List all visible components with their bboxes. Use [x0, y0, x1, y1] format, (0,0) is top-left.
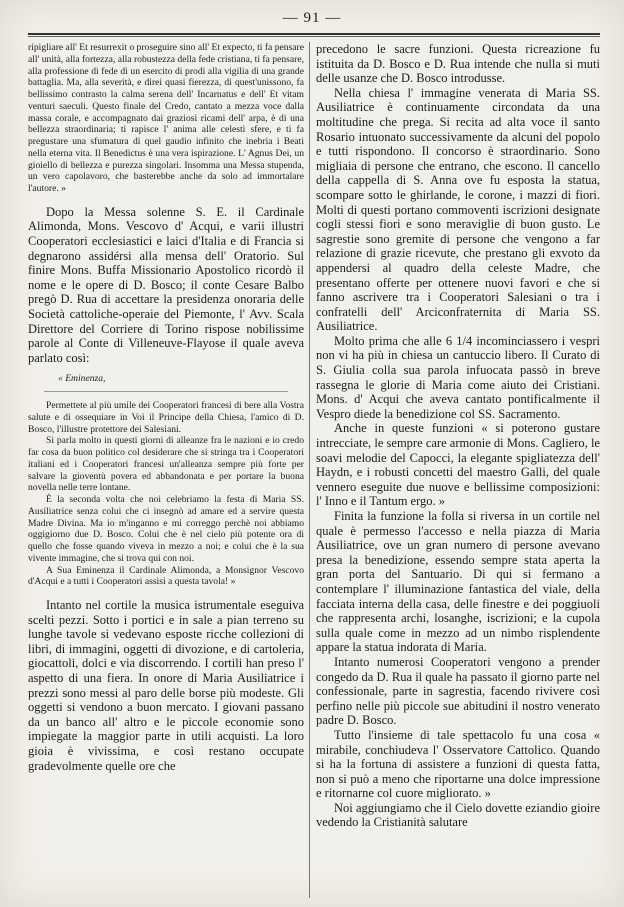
- right-paragraph-2: Nella chiesa l' immagine venerata di Maria SS. Ausiliatrice è continuamente circondata da una moltitudine che prega. Si recita ad alta voce il santo Rosario intuonato successivamente da alcuni del popolo e tutti rispondono. Il concorso è straordinario. Sono migliaia di persone che entrano, che escono. Il cancello della cappella di S. Anna ove fu esposta la statua, scompare sotto le ghirlande, le corone, i mazzi di fiori. Molti di questi portano commoventi iscrizioni designate cogli stessi fiori e sono meraviglie di buon gusto. Le sagrestie sono gremite di persone che vengono a far relazione di grazie ricevute, che prestano gli exvoto da appendersi al quadro della celeste Madre, che presentano offerte per ottenere nuovi favori e che si fanno ascrivere tra i Cooperatori Salesiani o tra i confratelli dell' Arciconfraternita di Maria SS. Ausiliatrice.: [316, 85, 600, 334]
- left-column: [28, 42, 304, 900]
- header-rule-thin: [28, 36, 600, 37]
- right-paragraph-7: Tutto l'insieme di tale spettacolo fu una cosa « mirabile, conchiudeva l' Osservatore Cattolico. Quando si ha la fortuna di assistere a funzioni di questa fatta, non si può a meno che riportarne una dolce impressione e ritornarne col cuore migliorato. »: [316, 727, 600, 801]
- right-paragraph-8: Noi aggiungiamo che il Cielo dovette eziandio gioire vedendo la Cristianità salutare: [316, 800, 600, 830]
- right-paragraph-4: Anche in queste funzioni « si poterono gustare intrecciate, le sempre care armonie di Mons. Cagliero, le soavi melodie del Capocci, la elegante spigliatezza dell' Haydn, e i robusti concetti del maestro Galli, del quale vennero eseguite due nuove e bellissime composizioni: l' Inno e il Tantum ergo. »: [316, 421, 600, 509]
- review-quote-paragraph: ripigliare all' Et resurrexit o proseguire sino all' Et expecto, ti fa pensare all' unità, alla fortezza, alla robustezza della fede cristiana, ti fa pensare, alla professione di fede di un esercito di prodi alla vigilia di una grande battaglia. Ma, alla severità, e direi quasi fierezza, di quest'unissono, fa bellissimo contrasto la calma serena dell' Incarnatus e dell' Et vitam venturi saeculi. Questo finale del Credo, cantato a mezza voce dalla massa corale, e accompagnato dai graziosi ricami dell' arpa, è di una bellezza straordinaria; ti rapisce l' anima alle celesti sfere, e ti fa pregustare una sfumatura di quel gaudio infinito che inebria i Beati nella eterna vita. Il Benedictus è una vera ispirazione. L' Agnus Dei, un gioiello di bellezza e purezza singolari. Insomma una Messa stupenda, un vero capolavoro, che basterebbe anche da solo ad immortalare l'autore. »: [28, 42, 304, 194]
- banquet-paragraph: Dopo la Messa solenne S. E. il Cardinale Alimonda, Mons. Vescovo d' Acqui, e varii illustri Cooperatori ecclesiastici e laici d'Italia e di Francia si degnarono assidérsi alla mensa dell' Oratorio. Sul finire Mons. Buffa Missionario Apostolico ricordò il nome e le opere di D. Bosco; il conte Cesare Balbo pregò D. Rua di accettare la presidenza onoraria delle Società cattoliche-operaie del Piemonte, l' Avv. Scala Direttore del Corriere di Torino rispose nobilissime parole al Conte di Villeneuve-Flayose il quale aveva parlato così:: [28, 204, 304, 365]
- address-paragraph-4: A Sua Eminenza il Cardinale Alimonda, a Monsignor Vescovo d'Acqui e a tutti i Cooperatori assisi a questa tavola! »: [28, 564, 304, 588]
- greeting-rule: [44, 391, 288, 392]
- address-paragraph-1: Permettete al più umile dei Cooperatori francesi di bere alla Vostra salute e di ossequiare in Voi il Principe della Chiesa, l'amico di D. Bosco, l'illustre protettore dei Salesiani.: [28, 400, 304, 435]
- header-rule: [28, 33, 600, 35]
- address-greeting: « Eminenza,: [58, 373, 106, 385]
- address-paragraph-3: È la seconda volta che noi celebriamo la festa di Maria SS. Ausiliatrice senza colui che ci insegnò ad amare ed a servire questa Madre Divina. Ma io m'inganno e mi correggo perchè noi abbiamo oggigiorno due D. Bosco. Colui che è nel cielo più potente ora di quello che fosse quando viveva in mezzo a noi; e colui che è la sua vivente immagine, che si trova qui con noi.: [28, 494, 304, 564]
- page-number: — 91 —: [282, 10, 342, 26]
- column-divider: [309, 42, 310, 898]
- right-paragraph-6: Intanto numerosi Cooperatori vengono a prender congedo da D. Rua il quale ha passato il giorno parte nel confessionale, parte in sagrestia, facendo rivivere così perfino nelle più piccole sue abitudini il nostro venerato padre D. Bosco.: [316, 654, 600, 728]
- right-paragraph-5: Finita la funzione la folla si riversa in un cortile nel quale è permesso l'accesso e nella piazza di Maria Ausiliatrice, ove un gran numero di persone avevano presa la benedizione, essendo sempre stata aperta la gran porta del Santuario. Di qui si fermano a contemplare l' illuminazione fantastica del viale, della facciata interna della casa, delle finestre e dei poggiuoli che rappresenta archi, losanghe, iscrizioni; e la cupola sulla quale come in mezzo ad un nimbo risplendente appare la statua indorata di Maria.: [316, 509, 600, 655]
- courtyard-paragraph: Intanto nel cortile la musica istrumentale eseguiva scelti pezzi. Sotto i portici e in sale a pian terreno su lunghe tavole si vedevano esposte ricche collezioni di libri, di immagini, oggetti di divozione, e di cartoleria, giocattoli, dolci e via discorrendo. I cortili han preso l' aspetto di una fiera. In onore di Maria Ausiliatrice i prezzi sono messi al paro delle borse più modeste. Gli oggetti si vendono a buon mercato. I giovani passano da un banco all' altro e le piccole economie sono impiegate la maggior parte in utili acquisti. La loro gioia è vivissima, e così restano occupate gradevolmente quelle ore che: [28, 598, 304, 773]
- right-column: [316, 42, 600, 900]
- right-paragraph-1: precedono le sacre funzioni. Questa ricreazione fu istituita da D. Bosco e D. Rua intende che nulla si muti delle usanze che D. Bosco introdusse.: [316, 42, 600, 86]
- right-paragraph-3: Molto prima che alle 6 1/4 incominciassero i vespri non vi ha più in chiesa un cantuccio libero. Il Curato di S. Giulia colla sua parola infuocata passò in breve rassegna le glorie di Maria come aiuto dei Cristiani. Mons. d' Acqui che aveva cantato pontificalmente il Vespro diede la benedizione col SS. Sacramento.: [316, 333, 600, 421]
- address-paragraph-2: Si parla molto in questi giorni di alleanze fra le nazioni e io credo far cosa da buon politico col desiderare che si stringa tra i Cooperatori italiani ed i Cooperatori francesi un'alleanza sempre più forte per salvare la gioventù povera ed abbandonata e per portare la buona novella nelle terre lontane.: [28, 435, 304, 494]
